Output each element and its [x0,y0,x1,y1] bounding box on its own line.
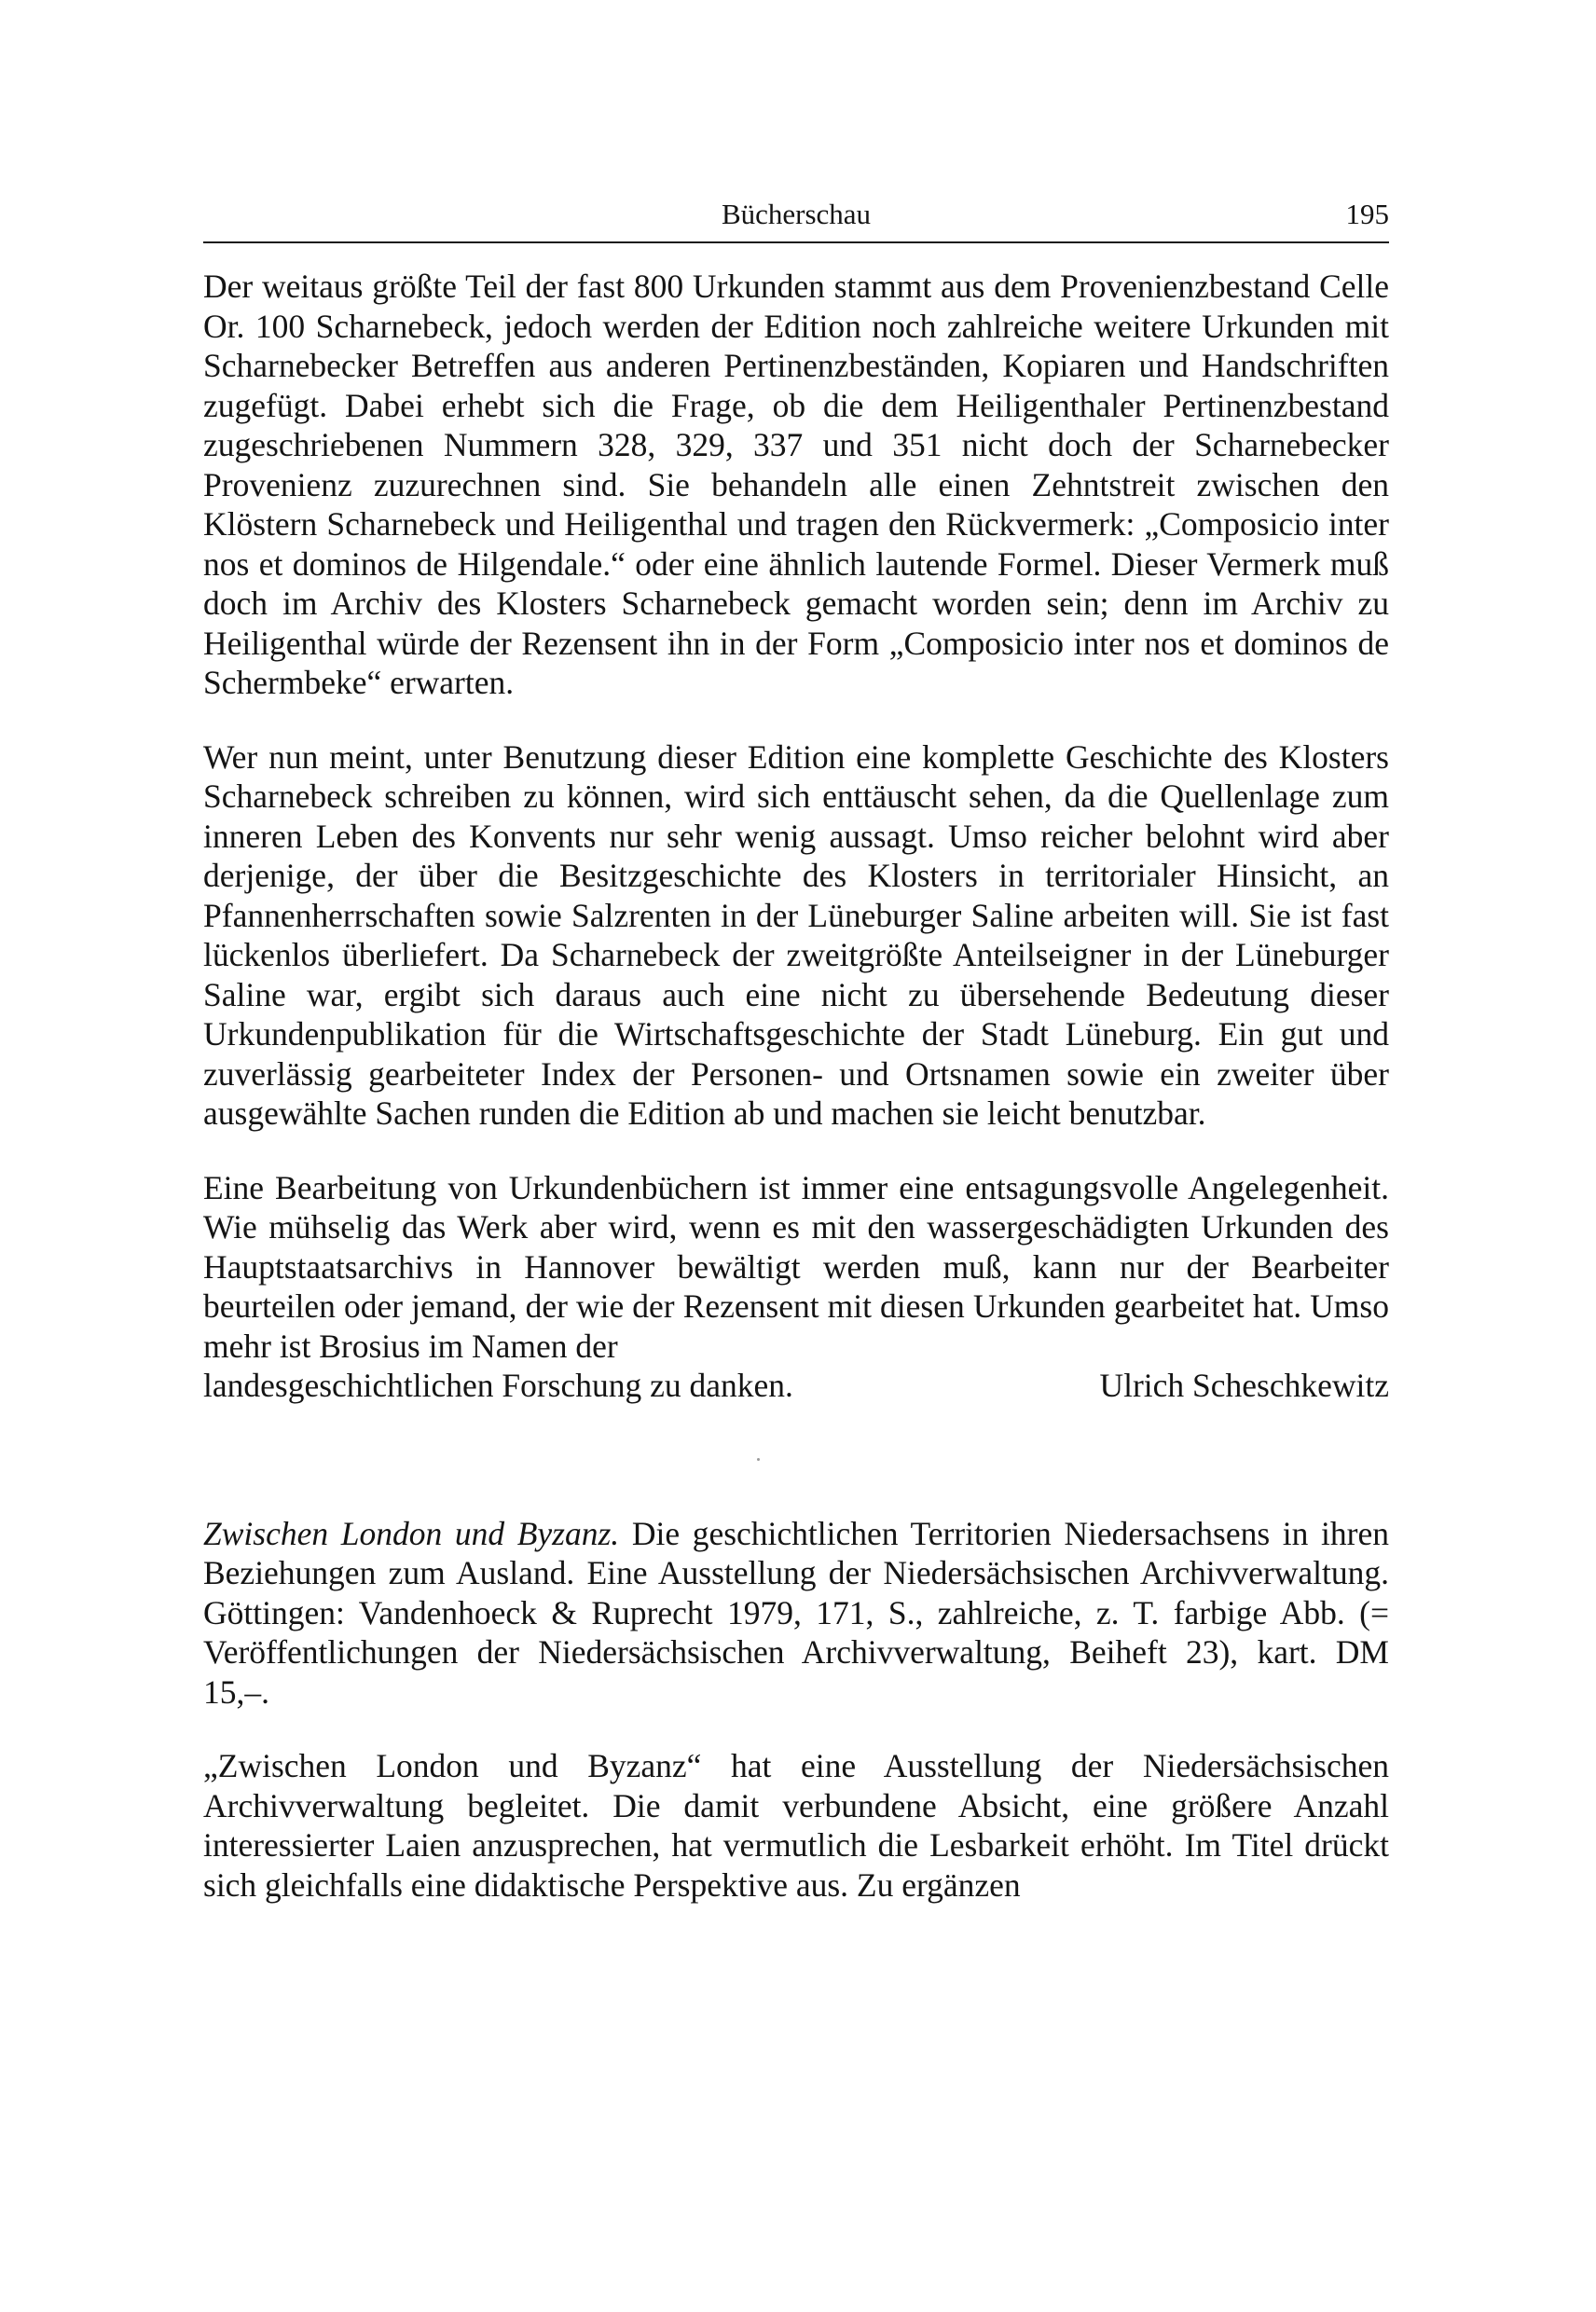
review1-paragraph-1: Der weitaus größte Teil der fast 800 Urkunden stammt aus dem Provenienzbestand Celle Or. 100 Scharnebeck, jedoch werden der Edition noch zahlreiche weitere Urkunden mit Scharnebecker Betreffen aus anderen Pertinenzbeständen, Kopiaren und Handschriften zugefügt. Dabei erhebt sich die Frage, ob die dem Heiligenthaler Pertinenzbestand zugeschriebenen Nummern 328, 329, 337 und 351 nicht doch der Scharnebecker Provenienz zuzurechnen sind. Sie behandeln alle einen Zehntstreit zwischen den Klöstern Scharnebeck und Heiligenthal und tragen den Rückvermerk: „Composicio inter nos et dominos de Hilgendale.“ oder eine ähnlich lautende Formel. Dieser Vermerk muß doch im Archiv des Klosters Scharnebeck gemacht worden sein; denn im Archiv zu Heiligenthal würde der Rezensent ihn in der Form „Composicio inter nos et dominos de Schermbeke“ erwarten. [203,268,1389,701]
review1-last-line-text: landesgeschichtlichen Forschung zu danken. [203,1367,793,1404]
page-number: 195 [1345,198,1389,230]
review1-paragraph-3: Eine Bearbeitung von Urkundenbüchern ist immer eine entsagungsvolle Angelegenheit. Wie mühselig das Werk aber wird, wenn es mit den wassergeschädigten Urkunden des Hauptstaatsarchivs in Hannover bewältigt werden muß, kann nur der Bearbeiter beurteilen oder jemand, der wie der Rezensent mit diesen Urkunden gearbeitet hat. Umso mehr ist Brosius im Namen der [203,1168,1389,1365]
separator-dot [757,1458,760,1461]
body-text [203,267,1389,1905]
review2-book-title: Zwischen London und Byzanz. [203,1514,620,1552]
review2-paragraph-1: „Zwischen London und Byzanz“ hat eine Ausstellung der Niedersächsischen Archivverwaltung begleitet. Die damit verbundene Absicht, eine größere Anzahl interessierter Laien anzusprechen, hat vermutlich die Lesbarkeit erhöht. Im Titel drückt sich gleichfalls eine didaktische Perspektive aus. Zu ergänzen [203,1747,1389,1904]
review1-paragraph-2: Wer nun meint, unter Benutzung dieser Edition eine komplette Geschichte des Klosters Scharnebeck schreiben zu können, wird sich enttäuscht sehen, da die Quellenlage zum inneren Leben des Konvents nur sehr wenig aussagt. Umso reicher belohnt wird aber derjenige, der über die Besitzgeschichte des Klosters in territorialer Hinsicht, an Pfannenherrschaften sowie Salzrenten in der Lüneburger Saline arbeiten will. Sie ist fast lückenlos überliefert. Da Scharnebeck der zweitgrößte Anteilseigner in der Lüneburger Saline war, ergibt sich daraus auch eine nicht zu übersehende Bedeutung dieser Urkundenpublikation für die Wirtschaftsgeschichte der Stadt Lüneburg. Ein gut und zuverlässig gearbeiteter Index der Personen- und Ortsnamen sowie ein zweiter über ausgewählte Sachen runden die Edition ab und machen sie leicht benutzbar. [203,737,1389,1132]
review1-closing [203,1168,1389,1406]
running-head [203,191,1389,238]
review2-bibliography: Die geschichtlichen Territorien Niedersachsens in ihren Beziehungen zum Ausland. Eine Ausstellung der Niedersächsischen Archivverwaltung. Göttingen: Vandenhoeck & Ruprecht 1979, 171, S., zahlreiche, z. T. farbige Abb. (= Veröffentlichungen der Niedersächsischen Archivverwaltung, Beiheft 23), kart. DM 15,–. [203,1514,1389,1711]
section-separator [203,1406,1389,1514]
reviewer-signature: Ulrich Scheschkewitz [1099,1367,1389,1404]
review2-bibliographic-entry [203,1514,1389,1713]
review1-last-line [203,1366,1389,1406]
running-title: Bücherschau [721,198,872,230]
header-rule [203,241,1389,243]
